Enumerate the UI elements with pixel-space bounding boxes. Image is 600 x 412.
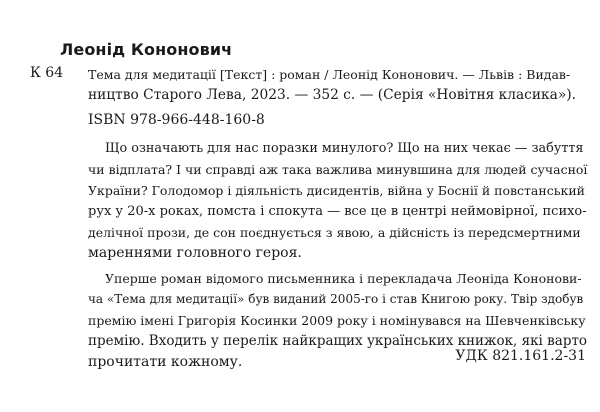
- author-heading: Леонід Кононович: [60, 40, 233, 59]
- annotation-line: України? Голодомор і діяльність дисидентів, війна у Боснії й повстанський: [88, 183, 585, 198]
- biblio-line: ництво Старого Лева, 2023. — 352 с. — (Серія «Новітня класика»).: [88, 87, 576, 103]
- udc-code: УДК 821.161.2-31: [455, 348, 586, 364]
- annotation-line: прочитати кожному.: [88, 354, 243, 370]
- shelf-mark: К 64: [30, 65, 64, 81]
- bibliographic-description: [88, 64, 578, 106]
- annotation-line: делічної прози, де сон поєднується з явою, а дійсність із передсмертними: [88, 225, 581, 240]
- annotation-line: премію імені Григорія Косинки 2009 року і номінувався на Шевченківську: [88, 313, 586, 328]
- biblio-line: Тема для медитації [Текст] : роман / Леонід Кононович. — Львів : Видав-: [88, 67, 571, 82]
- annotation-line: мареннями головного героя.: [88, 245, 302, 261]
- annotation-line: рух у 20-х роках, помста і спокута — все це в центрі неймовірної, психо-: [88, 204, 587, 219]
- annotation-line: Уперше роман відомого письменника і перекладача Леоніда Кононови-: [105, 271, 582, 286]
- isbn: ISBN 978-966-448-160-8: [88, 112, 265, 128]
- annotation-line: Що означають для нас поразки минулого? Що на них чекає — забуття: [105, 141, 584, 156]
- annotation-line: ча «Тема для медитації» був виданий 2005-го і став Книгою року. Твір здобув: [88, 292, 584, 306]
- annotation-line: премію. Входить у перелік найкращих українських книжок, які варто: [88, 333, 588, 349]
- annotation-line: чи відплата? І чи справді аж така важлива минувшина для людей сучасної: [88, 162, 588, 177]
- annotation: [88, 138, 588, 373]
